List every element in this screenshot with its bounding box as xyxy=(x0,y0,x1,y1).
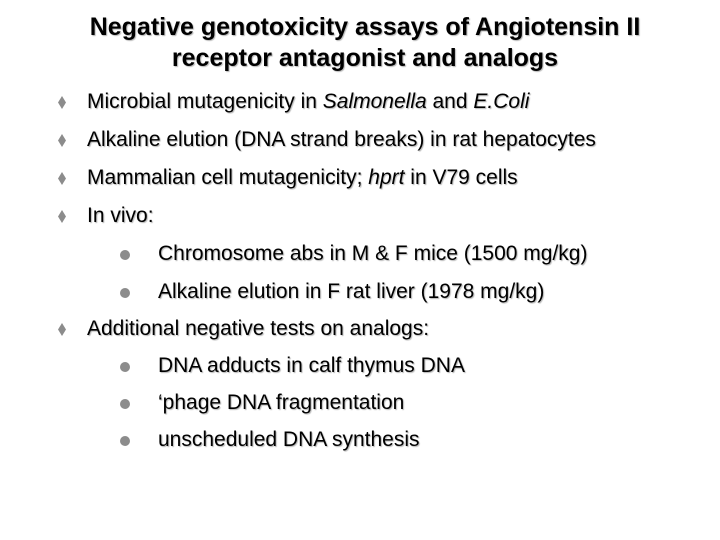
italic-term: Salmonella xyxy=(322,90,427,113)
text-run: in V79 cells xyxy=(404,166,518,189)
text-run: and xyxy=(426,90,474,113)
bullet-text: In vivo: xyxy=(87,204,154,227)
diamond-bullet-icon xyxy=(58,134,66,147)
italic-term: hprt xyxy=(368,166,405,189)
slide-title-line-1: Negative genotoxicity assays of Angiotensin II xyxy=(89,13,641,41)
round-bullet-icon xyxy=(120,399,130,409)
round-bullet-icon xyxy=(120,250,130,260)
diamond-bullet-icon xyxy=(58,210,66,223)
text-run: Microbial mutagenicity in xyxy=(87,90,323,113)
bullet-text xyxy=(87,165,518,191)
text-run: Mammalian cell mutagenicity; xyxy=(87,166,369,189)
diamond-bullet-icon xyxy=(58,96,66,109)
round-bullet-icon xyxy=(120,362,130,372)
bullet-text xyxy=(87,89,529,115)
sub-bullet-text: DNA adducts in calf thymus DNA xyxy=(158,354,465,377)
sub-bullet-text: ‘phage DNA fragmentation xyxy=(158,391,405,414)
sub-bullet-text: unscheduled DNA synthesis xyxy=(158,428,420,451)
diamond-bullet-icon xyxy=(58,323,66,336)
italic-term: E.Coli xyxy=(473,90,530,113)
diamond-bullet-icon xyxy=(58,172,66,185)
slide-title-line-2: receptor antagonist and analogs xyxy=(171,44,559,72)
bullet-text: Alkaline elution (DNA strand breaks) in rat hepatocytes xyxy=(87,128,596,151)
sub-bullet-text: Chromosome abs in M & F mice (1500 mg/kg) xyxy=(158,242,588,265)
bullet-text: Additional negative tests on analogs: xyxy=(87,317,430,340)
slide-title xyxy=(0,12,720,74)
round-bullet-icon xyxy=(120,288,130,298)
round-bullet-icon xyxy=(120,436,130,446)
sub-bullet-text: Alkaline elution in F rat liver (1978 mg/kg) xyxy=(158,280,545,303)
